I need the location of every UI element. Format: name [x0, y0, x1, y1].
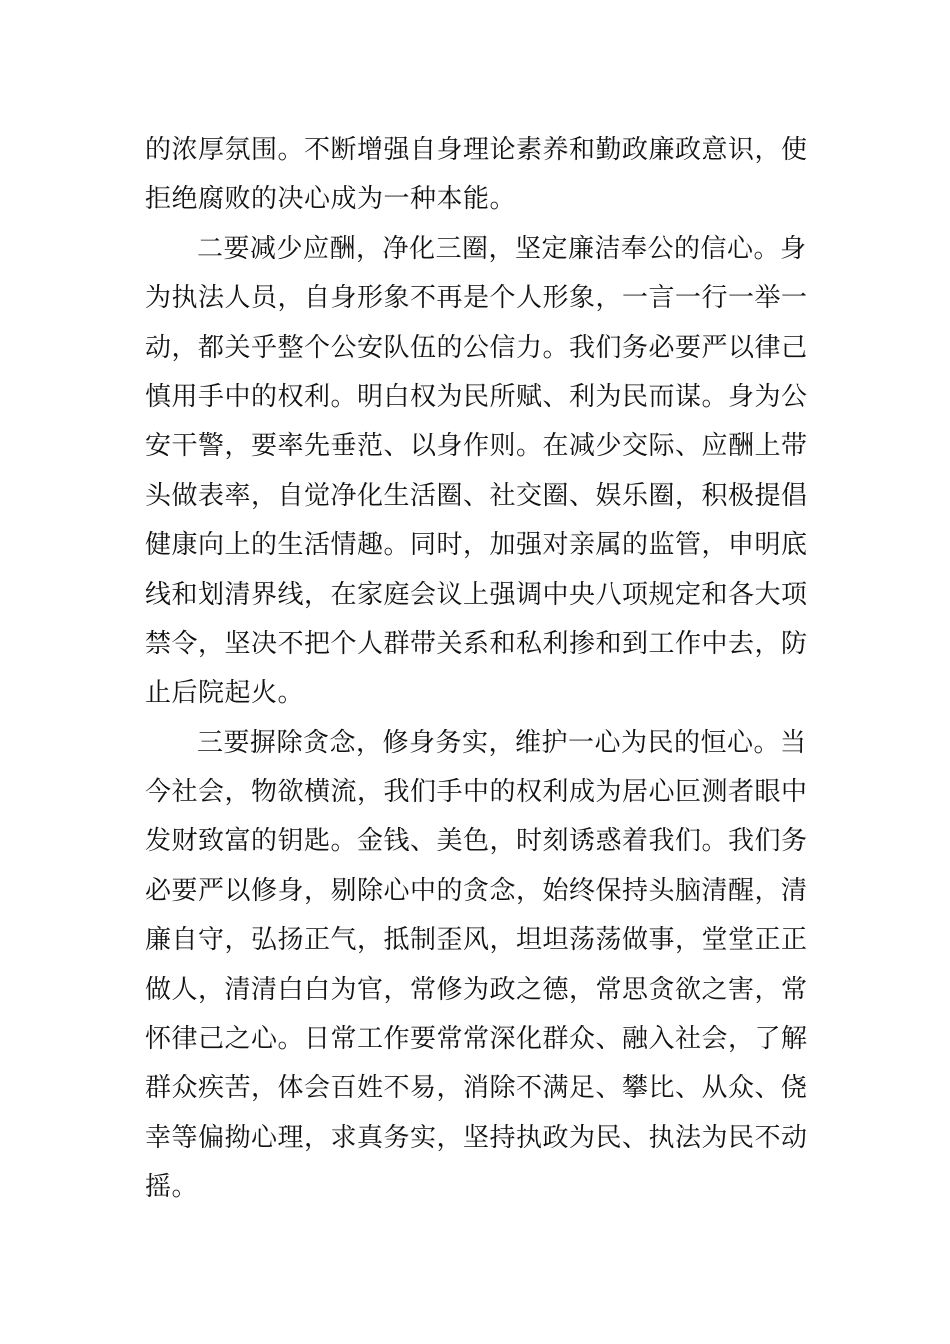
- text-line: 安干警，要率先垂范、以身作则。在减少交际、应酬上带: [145, 431, 808, 462]
- text-line: 为执法人员，自身形象不再是个人形象，一言一行一举一: [145, 283, 808, 314]
- text-line: 拒绝腐败的决心成为一种本能。: [145, 184, 517, 215]
- text-line: 慎用手中的权利。明白权为民所赋、利为民而谋。身为公: [145, 381, 808, 412]
- text-line: 动，都关乎整个公安队伍的公信力。我们务必要严以律己: [145, 332, 808, 363]
- text-line: 健康向上的生活情趣。同时，加强对亲属的监管，申明底: [145, 530, 808, 561]
- text-line: 今社会，物欲横流，我们手中的权利成为居心叵测者眼中: [145, 777, 808, 808]
- text-line: 幸等偏拗心理，求真务实，坚持执政为民、执法为民不动: [145, 1122, 808, 1153]
- text-line: 头做表率，自觉净化生活圈、社交圈、娱乐圈，积极提倡: [145, 480, 808, 511]
- text-line: 的浓厚氛围。不断增强自身理论素养和勤政廉政意识，使: [145, 135, 808, 165]
- text-line: 禁令，坚决不把个人群带关系和私利掺和到工作中去，防: [145, 628, 808, 659]
- text-line: 线和划清界线，在家庭会议上强调中央八项规定和各大项: [145, 579, 808, 610]
- text-line: 必要严以修身，剔除心中的贪念，始终保持头脑清醒，清: [145, 875, 808, 906]
- text-line: 怀律己之心。日常工作要常常深化群众、融入社会，了解: [145, 1024, 808, 1055]
- body-text: [145, 126, 807, 1213]
- text-line: 摇。: [145, 1172, 199, 1203]
- paragraph-start-line: 二要减少应酬，净化三圈，坚定廉洁奉公的信心。身: [197, 233, 807, 264]
- text-line: 止后院起火。: [145, 678, 305, 709]
- text-line: 廉自守，弘扬正气，抵制歪风，坦坦荡荡做事，堂堂正正: [145, 925, 808, 956]
- text-line: 发财致富的钥匙。金钱、美色，时刻诱惑着我们。我们务: [145, 826, 808, 857]
- text-line: 群众疾苦，体会百姓不易，消除不满足、攀比、从众、侥: [145, 1073, 808, 1104]
- text-line: 做人，清清白白为官，常修为政之德，常思贪欲之害，常: [145, 974, 808, 1005]
- paragraph-start-line: 三要摒除贪念，修身务实，维护一心为民的恒心。当: [197, 727, 807, 758]
